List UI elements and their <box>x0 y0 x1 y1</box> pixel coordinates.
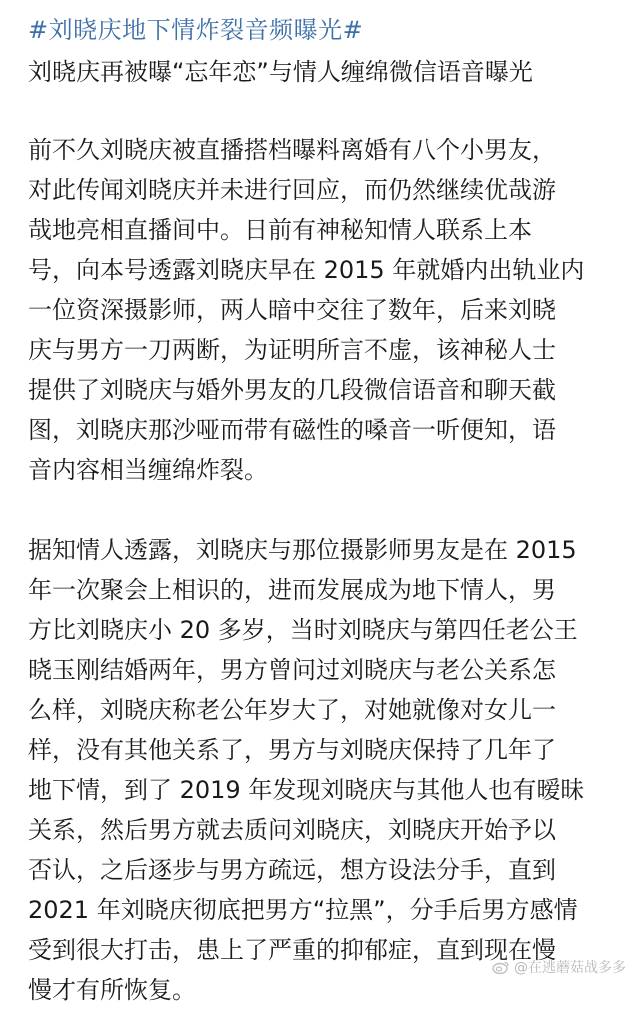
paragraph-1 <box>28 130 618 490</box>
paragraph-line: 前不久刘晓庆被直播搭档曝料离婚有八个小男友， <box>28 136 556 164</box>
paragraph-line: 么样，刘晓庆称老公年岁大了，对她就像对女儿一 <box>28 696 556 724</box>
paragraph-line: 据知情人透露，刘晓庆与那位摄影师男友是在 2015 <box>28 536 577 564</box>
paragraph-line: 号，向本号透露刘晓庆早在 2015 年就婚内出轨业内 <box>28 256 585 284</box>
paragraph-line: 地下情，到了 2019 年发现刘晓庆与其他人也有暧昧 <box>28 776 585 804</box>
watermark <box>492 957 626 977</box>
hashtag-link[interactable]: #刘晓庆地下情炸裂音频曝光# <box>28 16 364 44</box>
paragraph-line: 音内容相当缠绵炸裂。 <box>28 456 268 484</box>
paragraph-line: 图，刘晓庆那沙哑而带有磁性的嗓音一听便知，语 <box>28 416 556 444</box>
paragraph-line: 受到很大打击，患上了严重的抑郁症，直到现在慢 <box>28 936 556 964</box>
paragraph-line: 对此传闻刘晓庆并未进行回应，而仍然继续优哉游 <box>28 176 556 204</box>
paragraph-line: 一位资深摄影师，两人暗中交往了数年，后来刘晓 <box>28 296 556 324</box>
post-subtitle: 刘晓庆再被曝“忘年恋”与情人缠绵微信语音曝光 <box>28 58 533 86</box>
paragraph-line: 2021 年刘晓庆彻底把男方“拉黑”，分手后男方感情 <box>28 896 578 924</box>
paragraph-line: 否认，之后逐步与男方疏远，想方设法分手，直到 <box>28 856 556 884</box>
paragraph-line: 提供了刘晓庆与婚外男友的几段微信语音和聊天截 <box>28 376 556 404</box>
paragraph-line: 样，没有其他关系了，男方与刘晓庆保持了几年了 <box>28 736 556 764</box>
paragraph-line: 慢才有所恢复。 <box>28 976 196 1004</box>
weibo-icon <box>492 960 510 974</box>
watermark-text: @在逃蘑菇战多多 <box>514 960 626 976</box>
paragraph-line: 关系，然后男方就去质问刘晓庆，刘晓庆开始予以 <box>28 816 556 844</box>
paragraph-line: 庆与男方一刀两断，为证明所言不虚，该神秘人士 <box>28 336 556 364</box>
post-content <box>28 14 618 1010</box>
paragraph-line: 哉地亮相直播间中。日前有神秘知情人联系上本 <box>28 216 532 244</box>
paragraph-line: 年一次聚会上相识的，进而发展成为地下情人，男 <box>28 576 556 604</box>
paragraph-2 <box>28 530 618 1010</box>
paragraph-line: 晓玉刚结婚两年，男方曾问过刘晓庆与老公关系怎 <box>28 656 556 684</box>
paragraph-line: 方比刘晓庆小 20 多岁，当时刘晓庆与第四任老公王 <box>28 616 578 644</box>
